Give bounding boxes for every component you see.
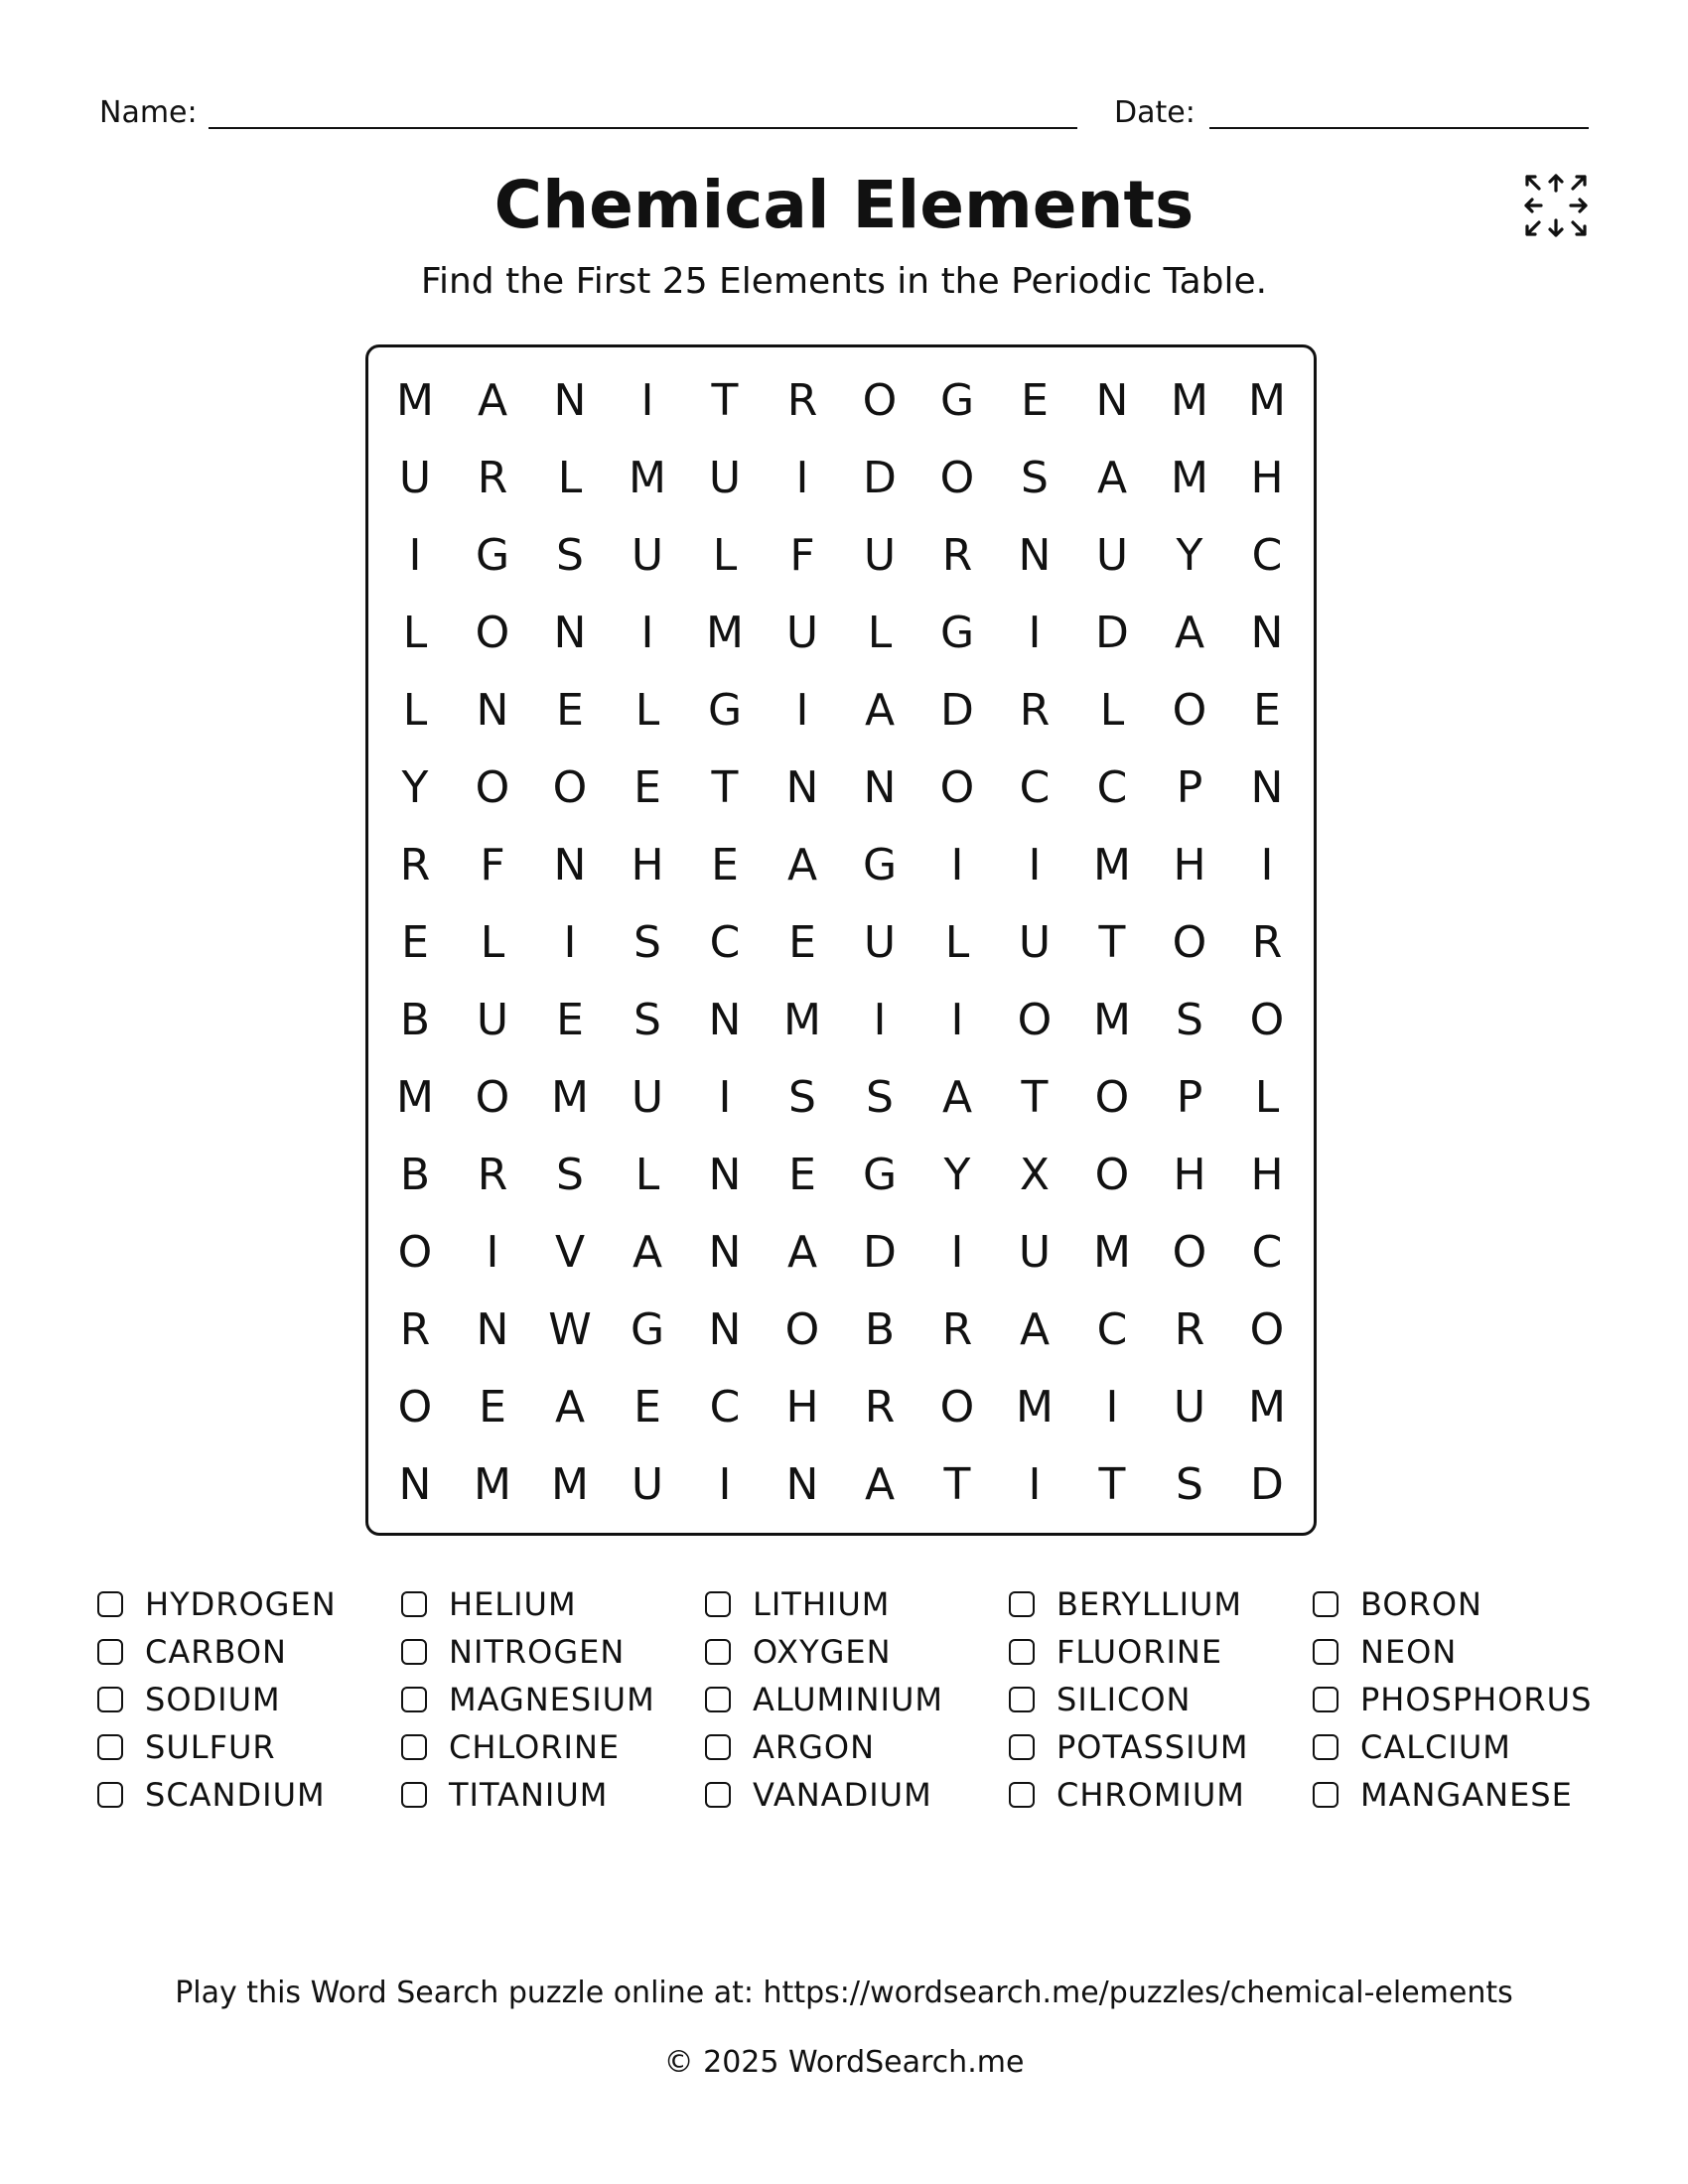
grid-letter[interactable]: U [785,608,819,658]
word-list-item [401,1676,705,1723]
direction-arrows-icon [1523,173,1589,238]
grid-letter[interactable]: O [1172,917,1207,968]
grid-letter[interactable]: M [1171,453,1208,503]
grid-letter[interactable]: M [706,608,744,658]
date-label: Date: [1114,95,1196,130]
grid-letter[interactable]: P [1176,1072,1203,1123]
grid-letter[interactable]: O [1249,995,1285,1045]
grid-letter[interactable]: A [864,1459,896,1510]
grid-letter[interactable]: O [475,1072,510,1123]
grid-letter[interactable]: N [1250,762,1284,813]
grid-letter[interactable]: M [551,1459,589,1510]
grid-letter[interactable]: V [554,1227,586,1278]
grid-letter[interactable]: M [1248,1382,1286,1433]
grid-letter[interactable]: I [718,1459,732,1510]
grid-letter[interactable]: I [1260,840,1274,890]
grid-letter[interactable]: U [631,1459,664,1510]
word-list-item [1009,1676,1313,1723]
grid-letter[interactable]: U [863,530,897,581]
word-list-item [97,1628,401,1676]
grid-letter[interactable]: O [1017,995,1053,1045]
grid-letter[interactable]: A [632,1227,663,1278]
grid-letter[interactable]: I [1028,1459,1042,1510]
grid-letter[interactable]: Y [943,1150,971,1200]
word-label: FLUORINE [1056,1633,1223,1671]
grid-letter[interactable]: U [398,453,432,503]
grid-letter[interactable]: L [402,608,428,658]
word-label: SCANDIUM [145,1776,326,1814]
grid-letter[interactable]: I [1028,608,1042,658]
grid-letter[interactable]: O [1249,1304,1285,1355]
grid-letter[interactable]: O [475,608,510,658]
word-list-item [97,1676,401,1723]
grid-letter[interactable]: N [785,1459,819,1510]
checkbox-icon[interactable] [97,1639,123,1665]
word-list-item [705,1628,1009,1676]
grid-letter[interactable]: R [477,453,508,503]
word-label: ALUMINIUM [753,1681,943,1718]
grid-letter[interactable]: O [784,1304,820,1355]
grid-letter[interactable]: A [1019,1304,1051,1355]
grid-letter[interactable]: D [863,453,897,503]
grid-letter[interactable]: G [707,685,743,736]
word-list-item [97,1771,401,1819]
grid-letter[interactable]: T [1098,917,1126,968]
checkbox-icon[interactable] [705,1782,731,1808]
grid-letter[interactable]: X [1019,1150,1051,1200]
grid-letter[interactable]: U [863,917,897,968]
checkbox-icon[interactable] [401,1734,427,1760]
grid-letter[interactable]: G [939,608,975,658]
grid-letter[interactable]: C [709,1382,741,1433]
grid-letter[interactable]: N [476,1304,509,1355]
grid-letter[interactable]: U [1095,530,1129,581]
grid-letter[interactable]: U [1018,1227,1052,1278]
grid-letter[interactable]: L [1099,685,1125,736]
grid-letter[interactable]: M [1093,840,1131,890]
grid-letter[interactable]: I [640,608,654,658]
grid-letter[interactable]: O [939,762,975,813]
grid-letter[interactable]: U [631,530,664,581]
grid-letter[interactable]: B [399,1150,431,1200]
grid-letter[interactable]: D [940,685,974,736]
grid-letter[interactable]: U [1173,1382,1206,1433]
word-label: SULFUR [145,1728,276,1766]
checkbox-icon[interactable] [1313,1591,1338,1617]
word-label: PHOSPHORUS [1360,1681,1593,1718]
checkbox-icon[interactable] [1313,1734,1338,1760]
word-label: LITHIUM [753,1585,891,1623]
checkbox-icon[interactable] [401,1687,427,1712]
name-label: Name: [99,95,198,130]
grid-letter[interactable]: H [785,1382,819,1433]
grid-letter[interactable]: O [939,453,975,503]
grid-letter[interactable]: I [486,1227,499,1278]
grid-letter[interactable]: R [1019,685,1051,736]
grid-letter[interactable]: D [863,1227,897,1278]
grid-letter[interactable]: O [475,762,510,813]
checkbox-icon[interactable] [97,1687,123,1712]
word-list-item [97,1580,401,1628]
grid-letter[interactable]: R [1174,1304,1205,1355]
grid-letter[interactable]: M [1016,1382,1054,1433]
grid-letter[interactable]: O [939,1382,975,1433]
checkbox-icon[interactable] [1313,1639,1338,1665]
grid-letter[interactable]: N [785,762,819,813]
grid-letter[interactable]: I [873,995,887,1045]
checkbox-icon[interactable] [1009,1591,1035,1617]
grid-letter[interactable]: E [788,1150,816,1200]
grid-letter[interactable]: G [630,1304,665,1355]
grid-letter[interactable]: O [862,375,898,426]
grid-letter[interactable]: M [1093,995,1131,1045]
word-search-grid-frame [365,344,1317,1536]
instructions-subtitle: Find the First 25 Elements in the Periodic Table. [420,261,1268,302]
grid-letter[interactable]: N [708,1227,742,1278]
checkbox-icon[interactable] [705,1591,731,1617]
grid-letter[interactable]: E [401,917,429,968]
grid-letter[interactable]: M [629,453,666,503]
word-list-item [1313,1628,1617,1676]
grid-letter[interactable]: I [795,685,809,736]
grid-letter[interactable]: L [634,1150,660,1200]
grid-letter[interactable]: N [708,1304,742,1355]
checkbox-icon[interactable] [1009,1734,1035,1760]
name-date-row [99,91,1589,135]
grid-letter[interactable]: M [396,1072,434,1123]
word-label: SODIUM [145,1681,281,1718]
grid-letter[interactable]: R [477,1150,508,1200]
grid-letter[interactable]: C [1251,1227,1283,1278]
word-label: NEON [1360,1633,1458,1671]
grid-letter[interactable]: N [708,995,742,1045]
checkbox-icon[interactable] [1313,1687,1338,1712]
word-list-item [705,1771,1009,1819]
grid-letter[interactable]: S [1021,453,1049,503]
word-label: SILICON [1056,1681,1192,1718]
word-list-item [1009,1771,1313,1819]
checkbox-icon[interactable] [97,1734,123,1760]
grid-letter[interactable]: A [477,375,508,426]
grid-letter[interactable]: E [479,1382,506,1433]
grid-letter[interactable]: L [557,453,583,503]
grid-letter[interactable]: T [1098,1459,1126,1510]
grid-letter[interactable]: I [1028,840,1042,890]
grid-letter[interactable]: O [397,1227,433,1278]
grid-letter[interactable]: T [711,762,739,813]
checkbox-icon[interactable] [705,1639,731,1665]
grid-letter[interactable]: T [711,375,739,426]
word-list-item [1009,1580,1313,1628]
word-list-item [1313,1771,1617,1819]
grid-letter[interactable]: T [943,1459,971,1510]
word-label: MAGNESIUM [449,1681,655,1718]
checkbox-icon[interactable] [1009,1687,1035,1712]
grid-letter[interactable]: A [786,1227,818,1278]
grid-letter[interactable]: U [476,995,509,1045]
grid-letter[interactable]: O [1094,1150,1130,1200]
grid-letter[interactable]: M [1171,375,1208,426]
grid-letter[interactable]: G [862,840,898,890]
word-label: CHLORINE [449,1728,621,1766]
word-list-item [1009,1723,1313,1771]
grid-letter[interactable]: L [867,608,893,658]
grid-letter[interactable]: L [944,917,970,968]
grid-letter[interactable]: S [556,530,584,581]
grid-letter[interactable]: C [1251,530,1283,581]
grid-letter[interactable]: I [950,840,964,890]
grid-letter[interactable]: H [1173,840,1206,890]
word-list-item [1313,1676,1617,1723]
grid-letter[interactable]: A [786,840,818,890]
grid-letter[interactable]: A [554,1382,586,1433]
grid-letter[interactable]: M [551,1072,589,1123]
grid-letter[interactable]: I [408,530,422,581]
grid-letter[interactable]: U [1018,917,1052,968]
grid-letter[interactable]: A [1174,608,1205,658]
grid-letter[interactable]: S [788,1072,816,1123]
grid-letter[interactable]: G [862,1150,898,1200]
word-label: VANADIUM [753,1776,932,1814]
word-list-item [401,1628,705,1676]
grid-letter[interactable]: M [474,1459,511,1510]
word-list-item [97,1723,401,1771]
grid-letter[interactable]: R [1251,917,1283,968]
checkbox-icon[interactable] [401,1591,427,1617]
grid-letter[interactable]: Y [1176,530,1203,581]
grid-letter[interactable]: D [1250,1459,1284,1510]
grid-letter[interactable]: S [556,1150,584,1200]
checkbox-icon[interactable] [705,1687,731,1712]
word-label: BORON [1360,1585,1482,1623]
word-label: HYDROGEN [145,1585,337,1623]
grid-letter[interactable]: E [1021,375,1049,426]
page-title: Chemical Elements [493,167,1195,243]
grid-letter[interactable]: O [1172,1227,1207,1278]
date-field[interactable] [1209,127,1589,129]
grid-letter[interactable]: O [552,762,588,813]
grid-letter[interactable]: U [708,453,742,503]
grid-letter[interactable]: G [475,530,510,581]
word-list [97,1580,1607,1819]
checkbox-icon[interactable] [97,1591,123,1617]
grid-letter[interactable]: H [1173,1150,1206,1200]
grid-letter[interactable]: E [1253,685,1281,736]
grid-letter[interactable]: Y [401,762,429,813]
word-list-item [705,1676,1009,1723]
grid-letter[interactable]: I [795,453,809,503]
checkbox-icon[interactable] [705,1734,731,1760]
grid-letter[interactable]: M [1248,375,1286,426]
grid-letter[interactable]: M [1093,1227,1131,1278]
grid-letter[interactable]: H [1250,1150,1284,1200]
word-list-item [1313,1580,1617,1628]
checkbox-icon[interactable] [401,1782,427,1808]
word-label: CALCIUM [1360,1728,1511,1766]
checkbox-icon[interactable] [97,1782,123,1808]
grid-letter[interactable]: R [941,1304,973,1355]
grid-letter[interactable]: S [866,1072,894,1123]
word-list-item [401,1723,705,1771]
grid-letter[interactable]: O [397,1382,433,1433]
word-label: CHROMIUM [1056,1776,1245,1814]
grid-letter[interactable]: S [1176,995,1203,1045]
grid-letter[interactable]: R [786,375,818,426]
word-label: ARGON [753,1728,876,1766]
grid-letter[interactable]: L [480,917,505,968]
grid-letter[interactable]: C [709,917,741,968]
word-label: POTASSIUM [1056,1728,1249,1766]
grid-letter[interactable]: O [1094,1072,1130,1123]
grid-letter[interactable]: R [399,1304,431,1355]
grid-letter[interactable]: N [398,1459,432,1510]
word-list-item [705,1723,1009,1771]
checkbox-icon[interactable] [1009,1782,1035,1808]
grid-letter[interactable]: E [788,917,816,968]
grid-letter[interactable]: N [1095,375,1129,426]
checkbox-icon[interactable] [1009,1639,1035,1665]
word-list-item [1009,1628,1313,1676]
grid-letter[interactable]: N [553,608,587,658]
word-list-item [401,1771,705,1819]
grid-letter[interactable]: U [631,1072,664,1123]
grid-letter[interactable]: N [1250,608,1284,658]
grid-letter[interactable]: L [712,530,738,581]
grid-letter[interactable]: R [941,530,973,581]
grid-letter[interactable]: G [939,375,975,426]
grid-letter[interactable]: H [631,840,664,890]
grid-letter[interactable]: S [633,995,661,1045]
grid-letter[interactable]: A [864,685,896,736]
grid-letter[interactable]: E [633,1382,661,1433]
grid-letter[interactable]: E [556,685,584,736]
grid-letter[interactable]: E [556,995,584,1045]
grid-letter[interactable]: E [633,762,661,813]
grid-letter[interactable]: N [863,762,897,813]
grid-letter[interactable]: T [1021,1072,1049,1123]
grid-letter[interactable]: B [864,1304,896,1355]
grid-letter[interactable]: S [1176,1459,1203,1510]
grid-letter[interactable]: C [1019,762,1051,813]
grid-letter[interactable]: R [399,840,431,890]
grid-letter[interactable]: S [633,917,661,968]
grid-letter[interactable]: M [396,375,434,426]
word-label: BERYLLIUM [1056,1585,1243,1623]
word-label: MANGANESE [1360,1776,1573,1814]
grid-letter[interactable]: A [941,1072,973,1123]
grid-letter[interactable]: N [1018,530,1052,581]
name-field[interactable] [209,127,1077,129]
word-list-item [1313,1723,1617,1771]
grid-letter[interactable]: B [399,995,431,1045]
grid-letter[interactable]: I [950,1227,964,1278]
word-list-item [705,1580,1009,1628]
grid-letter[interactable]: F [789,530,815,581]
grid-letter[interactable]: M [783,995,821,1045]
copyright-text: © 2025 WordSearch.me [663,2045,1025,2080]
grid-letter[interactable]: L [1254,1072,1280,1123]
letter-grid [376,362,1306,1524]
grid-letter[interactable]: I [718,1072,732,1123]
grid-letter[interactable]: C [1096,1304,1128,1355]
grid-letter[interactable]: N [708,1150,742,1200]
grid-letter[interactable]: A [1096,453,1128,503]
grid-letter[interactable]: I [950,995,964,1045]
grid-letter[interactable]: N [476,685,509,736]
online-play-text: Play this Word Search puzzle online at: https://wordsearch.me/puzzles/chemical-elements [175,1976,1513,2010]
grid-letter[interactable]: N [553,375,587,426]
grid-letter[interactable]: I [640,375,654,426]
grid-letter[interactable]: W [548,1304,592,1355]
grid-letter[interactable]: R [864,1382,896,1433]
grid-letter[interactable]: L [402,685,428,736]
checkbox-icon[interactable] [401,1639,427,1665]
word-label: TITANIUM [449,1776,609,1814]
grid-letter[interactable]: D [1095,608,1129,658]
word-label: CARBON [145,1633,287,1671]
grid-letter[interactable]: O [1172,685,1207,736]
checkbox-icon[interactable] [1313,1782,1338,1808]
word-label: OXYGEN [753,1633,892,1671]
grid-letter[interactable]: L [634,685,660,736]
word-label: HELIUM [449,1585,577,1623]
grid-letter[interactable]: F [480,840,505,890]
grid-letter[interactable]: I [1105,1382,1119,1433]
grid-letter[interactable]: I [563,917,577,968]
word-list-item [401,1580,705,1628]
grid-letter[interactable]: N [553,840,587,890]
grid-letter[interactable]: E [711,840,739,890]
grid-letter[interactable]: H [1250,453,1284,503]
word-label: NITROGEN [449,1633,626,1671]
grid-letter[interactable]: P [1176,762,1203,813]
grid-letter[interactable]: C [1096,762,1128,813]
